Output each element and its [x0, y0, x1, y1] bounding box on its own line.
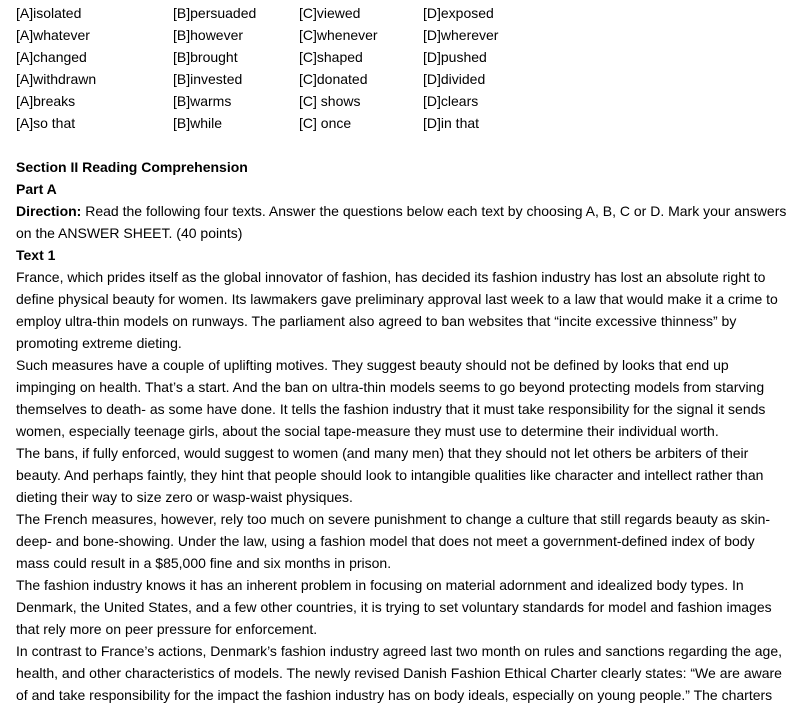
option-row	[16, 90, 802, 112]
option-row	[16, 68, 802, 90]
paragraph-line: The fashion industry knows it has an inherent problem in focusing on material adornment and idealized body types. In	[16, 577, 744, 593]
paragraph-line: promoting extreme dieting.	[16, 335, 182, 351]
passage-body	[16, 266, 802, 706]
option-row	[16, 112, 802, 134]
option-row	[16, 2, 802, 24]
option-d: [D]divided	[423, 71, 486, 87]
paragraph-line: that rely more on peer pressure for enforcement.	[16, 621, 318, 637]
option-b: [B]warms	[173, 93, 232, 109]
option-d: [D]pushed	[423, 49, 487, 65]
option-c: [C]whenever	[299, 27, 378, 43]
blank-spacer	[16, 134, 802, 156]
option-a: [A]whatever	[16, 27, 90, 43]
passage-paragraph	[16, 508, 802, 574]
option-b: [B]persuaded	[173, 5, 257, 21]
option-a: [A]withdrawn	[16, 71, 97, 87]
option-a: [A]breaks	[16, 93, 76, 109]
option-a: [A]isolated	[16, 5, 82, 21]
direction-text-line: Read the following four texts. Answer the questions below each text by choosing A, B, C or D. Mark your answers	[85, 203, 787, 219]
direction-line-1	[16, 200, 802, 222]
option-d: [D]wherever	[423, 27, 499, 43]
option-b: [B]invested	[173, 71, 243, 87]
option-b: [B]brought	[173, 49, 238, 65]
paragraph-line: themselves to death- as some have done. It tells the fashion industry that it must take responsibility for the signal it sends	[16, 401, 766, 417]
paragraph-line: In contrast to France’s actions, Denmark’s fashion industry agreed last two month on rules and sanctions regarding the age,	[16, 643, 783, 659]
option-a: [A]changed	[16, 49, 87, 65]
option-d: [D]exposed	[423, 5, 494, 21]
passage-paragraph	[16, 574, 802, 640]
paragraph-line: deep- and bone-showing. Under the law, using a fashion model that does not meet a government-defined index of body	[16, 533, 755, 549]
direction-label: Direction:	[16, 203, 82, 219]
paragraph-line: dieting their way to size zero or wasp-waist physiques.	[16, 489, 353, 505]
paragraph-line: France, which prides itself as the global innovator of fashion, has decided its fashion industry has lost an absolute right to	[16, 269, 766, 285]
part-title: Part A	[16, 181, 57, 197]
option-row	[16, 46, 802, 68]
passage-paragraph	[16, 442, 802, 508]
passage-paragraph	[16, 266, 802, 354]
option-c: [C]donated	[299, 71, 368, 87]
paragraph-line: Such measures have a couple of uplifting motives. They suggest beauty should not be defined by looks that end up	[16, 357, 729, 373]
passage-paragraph	[16, 640, 802, 706]
paragraph-line: impinging on health. That’s a start. And the ban on ultra-thin models seems to go beyond protecting models from starving	[16, 379, 765, 395]
option-c: [C]viewed	[299, 5, 361, 21]
section-title: Section II Reading Comprehension	[16, 159, 248, 175]
option-row	[16, 24, 802, 46]
answer-options-grid	[16, 2, 802, 134]
document-page	[16, 2, 802, 706]
paragraph-line: employ ultra-thin models on runways. The parliament also agreed to ban websites that “incite excessive thinness” by	[16, 313, 737, 329]
paragraph-line: of and take responsibility for the impact the fashion industry has on body ideals, especially on young people.” The charters	[16, 687, 773, 703]
option-c: [C]shaped	[299, 49, 363, 65]
passage-paragraph	[16, 354, 802, 442]
option-c: [C] once	[299, 115, 352, 131]
paragraph-line: mass could result in a $85,000 fine and six months in prison.	[16, 555, 392, 571]
paragraph-line: define physical beauty for women. Its lawmakers gave preliminary approval last week to a law that would make it a crime to	[16, 291, 778, 307]
text-title: Text 1	[16, 247, 56, 263]
option-c: [C] shows	[299, 93, 361, 109]
paragraph-line: Denmark, the United States, and a few other countries, it is trying to set voluntary standards for model and fashion images	[16, 599, 772, 615]
paragraph-line: The bans, if fully enforced, would suggest to women (and many men) that they should not let others be arbiters of their	[16, 445, 749, 461]
direction-text-line: on the ANSWER SHEET. (40 points)	[16, 225, 243, 241]
option-d: [D]clears	[423, 93, 479, 109]
paragraph-line: beauty. And perhaps faintly, they hint that people should look to intangible qualities like character and intellect rather than	[16, 467, 764, 483]
direction-paragraph	[16, 200, 802, 244]
option-d: [D]in that	[423, 115, 480, 131]
option-a: [A]so that	[16, 115, 76, 131]
option-b: [B]however	[173, 27, 244, 43]
option-b: [B]while	[173, 115, 223, 131]
paragraph-line: The French measures, however, rely too much on severe punishment to change a culture that still regards beauty as skin-	[16, 511, 771, 527]
paragraph-line: women, especially teenage girls, about the social tape-measure they must use to determine their individual worth.	[16, 423, 719, 439]
paragraph-line: health, and other characteristics of models. The newly revised Danish Fashion Ethical Charter clearly states: “We are aware	[16, 665, 782, 681]
